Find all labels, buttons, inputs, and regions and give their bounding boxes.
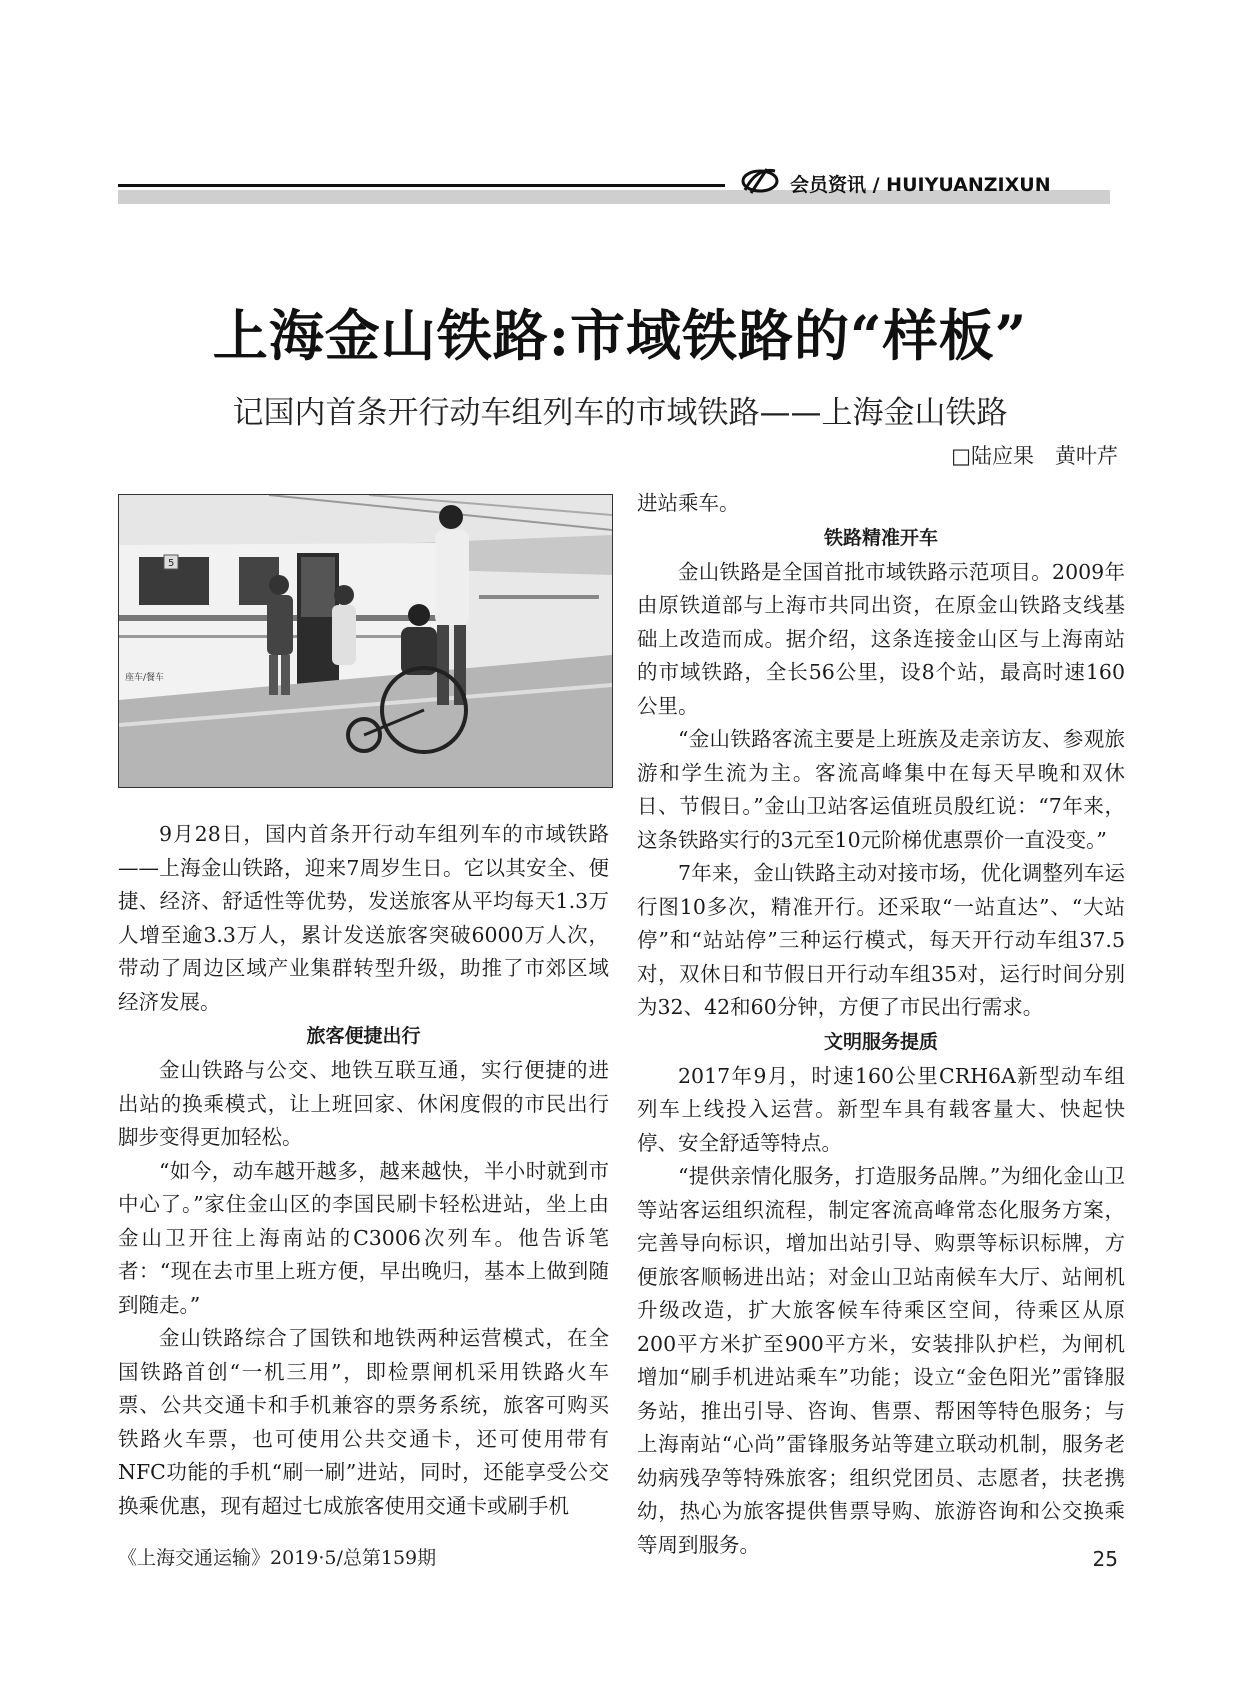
section-title: 会员资讯 / HUIYUANZIXUN xyxy=(790,174,1051,196)
right-column xyxy=(637,487,1125,1562)
paragraph: 金山铁路与公交、地铁互联互通，实行便捷的进出站的换乘模式，让上班回家、休闲度假的市民出行脚步变得更加轻松。 xyxy=(118,1058,609,1149)
section-heading: 铁路精准开车 xyxy=(823,526,938,549)
article-title: 上海金山铁路:市域铁路的“样板” xyxy=(212,303,1028,368)
paragraph-continued: 进站乘车。 xyxy=(637,491,740,515)
train-platform-photo xyxy=(119,495,612,787)
left-column xyxy=(118,818,609,1523)
paragraph: “提供亲情化服务，打造服务品牌。”为细化金山卫等站客运组织流程，制定客流高峰常态化服务方案，完善导向标识，增加出站引导、购票等标识标牌，方便旅客顺畅进出站；对金山卫站南候车大厅、站闸机升级改造，扩大旅客候车待乘区空间，待乘区从原200平方米扩至900平方米，安装排队护栏，为闸机增加“刷手机进站乘车”功能；设立“金色阳光”雷锋服务站，推出引导、咨询、售票、帮困等特色服务；与上海南站“心尚”雷锋服务站等建立联动机制，服务老幼病残孕等特殊旅客；组织党团员、志愿者，扶老携幼，热心为旅客提供售票导购、旅游咨询和公交换乘等周到服务。 xyxy=(637,1164,1125,1557)
paragraph: 金山铁路是全国首批市域铁路示范项目。2009年由原铁道部与上海市共同出资，在原金山铁路支线基础上改造而成。据介绍，这条连接金山区与上海南站的市域铁路，全长56公里，设8个站，最高时速160公里。 xyxy=(637,559,1125,718)
paragraph: 金山铁路综合了国铁和地铁两种运营模式，在全国铁路首创“一机三用”，即检票闸机采用铁路火车票、公共交通卡和手机兼容的票务系统，旅客可购买铁路火车票，也可使用公共交通卡，还可使用带有NFC功能的手机“刷一刷”进站，同时，还能享受公交换乘优惠，现有超过七成旅客使用交通卡或刷手机 xyxy=(118,1326,609,1518)
magazine-logo-icon xyxy=(737,165,783,197)
paragraph: 2017年9月，时速160公里CRH6A新型动车组列车上线投入运营。新型车具有载客量大、快起快停、安全舒适等特点。 xyxy=(637,1063,1125,1155)
journal-citation: 《上海交通运输》2019·5/总第159期 xyxy=(118,1547,437,1569)
car-label: 座车/餐车 xyxy=(125,673,165,683)
paragraph: “金山铁路客流主要是上班族及走亲访友、参观旅游和学生流为主。客流高峰集中在每天早晚和双休日、节假日。”金山卫站客运值班员殷红说：“7年来，这条铁路实行的3元至10元阶梯优惠票价一直没变。” xyxy=(637,727,1125,852)
paragraph: “如今，动车越开越多，越来越快，半小时就到市中心了。”家住金山区的李国民刷卡轻松进站，坐上由金山卫开往上海南站的C3006次列车。他告诉笔者：“现在去市里上班方便，早出晚归，基本上做到随到随走。” xyxy=(118,1158,609,1317)
section-heading: 文明服务提质 xyxy=(823,1030,938,1053)
page-number: 25 xyxy=(1092,1547,1118,1571)
article-photo xyxy=(118,494,613,788)
section-heading: 旅客便捷出行 xyxy=(306,1025,421,1047)
header-rule xyxy=(118,184,725,187)
paragraph: 9月28日，国内首条开行动车组列车的市域铁路——上海金山铁路，迎来7周岁生日。它以其安全、便捷、经济、舒适性等优势，发送旅客从平均每天1.3万人增至逾3.3万人，累计发送旅客突破6000万人次，带动了周边区域产业集群转型升级，助推了市郊区域经济发展。 xyxy=(118,822,609,1014)
article-subtitle: 记国内首条开行动车组列车的市域铁路——上海金山铁路 xyxy=(232,395,1008,431)
article-byline: □陆应果 黄叶芹 xyxy=(951,444,1118,468)
car-number-sign: 5 xyxy=(168,558,175,569)
paragraph: 7年来，金山铁路主动对接市场，优化调整列车运行图10多次，精准开行。还采取“一站直达”、“大站停”和“站站停”三种运行模式，每天开行动车组37.5对，双休日和节假日开行动车组35对，运行时间分别为32、42和60分钟，方便了市民出行需求。 xyxy=(637,861,1125,1019)
